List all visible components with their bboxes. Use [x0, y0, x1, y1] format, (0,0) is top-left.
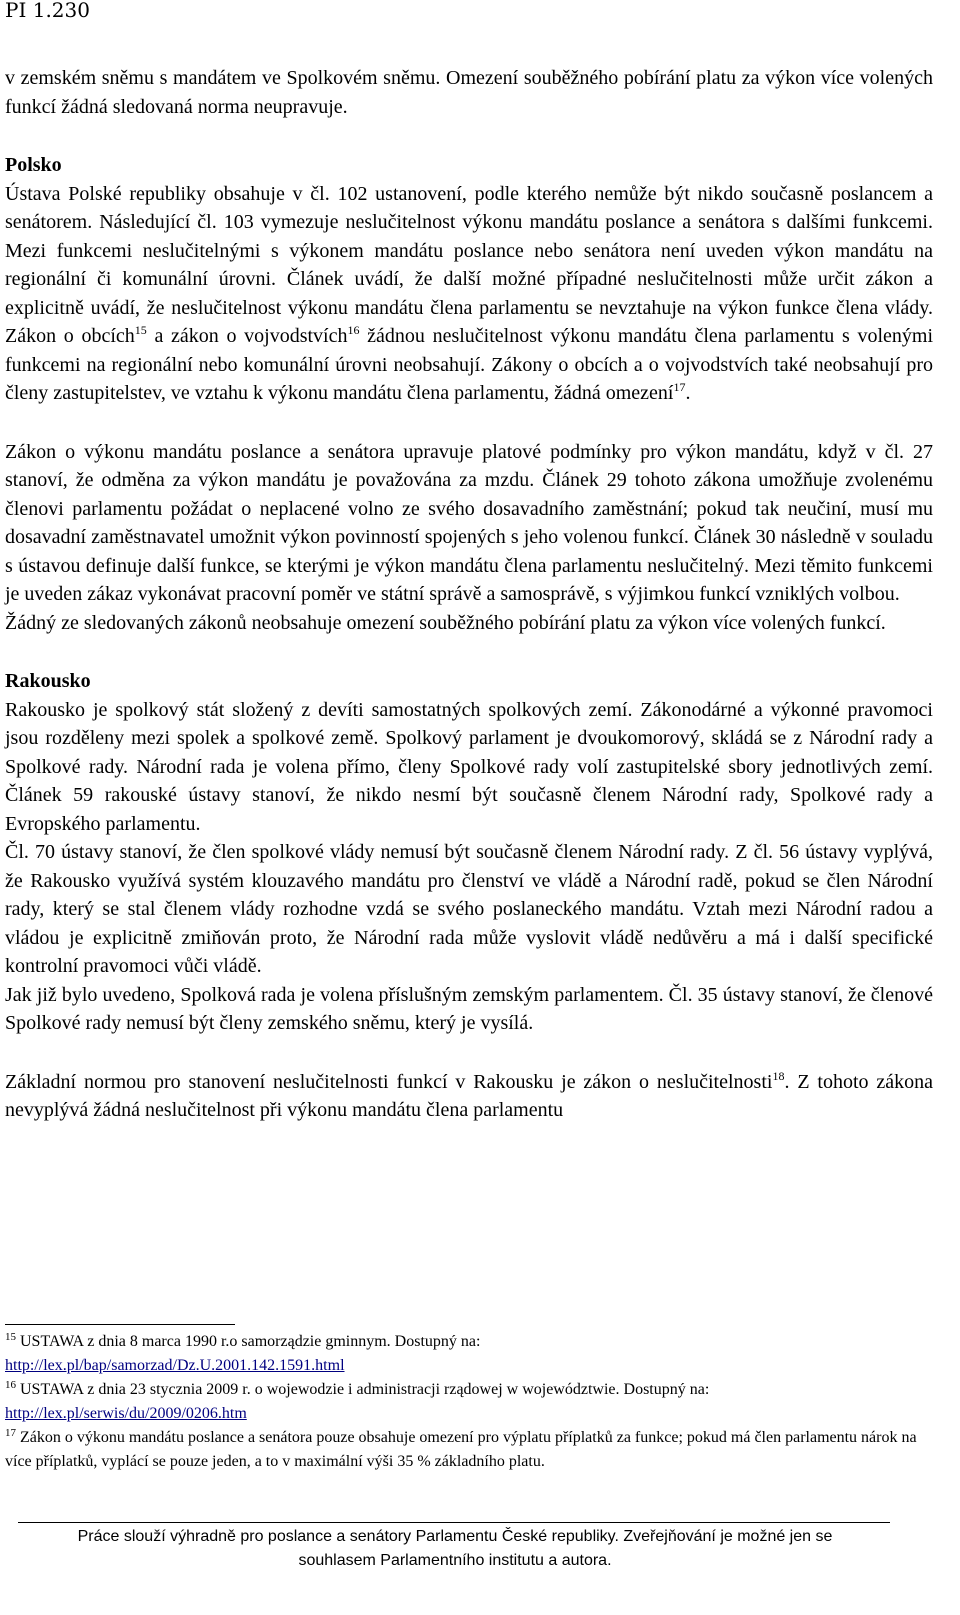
footnote-16-link-line — [5, 1402, 933, 1426]
text-run: . Z tohoto zákona nevyplývá žádná neslučitelnost při výkonu mandátu člena parlamentu — [5, 1070, 933, 1121]
paragraph-rakousko-1: Rakousko je spolkový stát složený z devíti samostatných spolkových zemí. Zákonodárné a výkonné pravomoci jsou rozděleny mezi spolek a spolkové země. Spolkový parlament je dvoukomorový, skládá se z Národní rady a Spolkové rady. Národní rada je volena přímo, členy Spolkové rady volí zastupitelské sbory jednotlivých zemí. Článek 59 rakouské ústavy stanoví, že nikdo nesmí být současně členem Národní rady, Spolkové rady a Evropského parlamentu. — [5, 698, 933, 835]
page-footer — [0, 1525, 910, 1573]
document-body — [5, 64, 933, 1125]
footnote-15-link-line — [5, 1354, 933, 1378]
text-run: žádnou neslučitelnost výkonu mandátu člena parlamentu s volenými funkcemi na regionální nebo komunální úrovni neobsahují. Zákony o obcích a o vojvodstvích také neobsahují pro členy zastupitelstev, ve vztahu k výkonu mandátu člena parlamentu, žádná omezení — [5, 325, 933, 404]
footer-line-1: Práce slouží výhradně pro poslance a senátory Parlamentu České republiky. Zveřejňování je možné jen se — [77, 1528, 833, 1545]
paragraph-rakousko-2: Čl. 70 ústavy stanoví, že člen spolkové vlády nemusí být současně členem Národní rady. Z čl. 56 ústavy vyplývá, že Rakousko využívá systém klouzavého mandátu pro členství ve vládě a Národní radě, pokud se člen Národní rady, který se stal členem vlády rozhodne vzdá se svého poslaneckého mandátu. Vztah mezi Národní radou a vládou je explicitně zmiňován proto, že Národní rada může vyslovit vládě nedůvěru a má i další specifické kontrolní pravomoci vůči vládě. — [5, 841, 933, 977]
footnote-15-link[interactable]: http://lex.pl/bap/samorzad/Dz.U.2001.142.1591.html — [5, 1357, 345, 1374]
text-run: . — [685, 382, 691, 404]
footnote-16 — [5, 1378, 933, 1402]
text-run: a zákon o vojvodstvích — [146, 325, 348, 347]
heading-rakousko: Rakousko — [5, 670, 91, 692]
paragraph-polsko-1 — [5, 180, 933, 408]
document-reference: PI 1.230 — [5, 0, 90, 22]
paragraph-intro: v zemském sněmu s mandátem ve Spolkovém sněmu. Omezení souběžného pobírání platu za výkon více volených funkcí žádná sledovaná norma neupravuje. — [5, 67, 933, 118]
paragraph-rakousko-3: Jak již bylo uvedeno, Spolková rada je volena příslušným zemským parlamentem. Čl. 35 ústavy stanoví, že členové Spolkové rady nemusí být členy zemského sněmu, který je vysílá. — [5, 983, 933, 1034]
text-run: Základní normou pro stanovení neslučitelnosti funkcí v Rakousku je zákon o neslučitelnosti — [5, 1070, 773, 1093]
footnote-ref-16[interactable]: 16 — [347, 323, 360, 337]
footnote-separator — [5, 1324, 235, 1325]
paragraph-rakousko-4 — [5, 1068, 933, 1125]
footnote-15 — [5, 1330, 933, 1354]
footnote-ref-15[interactable]: 15 — [134, 323, 147, 337]
footnote-number: 16 — [5, 1379, 16, 1391]
footnote-number: 15 — [5, 1331, 16, 1343]
text-run: Ústava Polské republiky obsahuje v čl. 102 ustanovení, podle kterého nemůže být nikdo současně poslancem a senátorem. Následující čl. 103 vymezuje neslučitelnost výkonu mandátu poslance a senátora s dalšími funkcemi. Mezi funkcemi neslučitelnými s výkonem mandátu poslance nebo senátora není uveden výkon mandátu na regionální či komunální úrovni. Článek uvádí, že další možné případné neslučitelnosti může určit zákon a explicitně uvádí, že neslučitelnost výkonu mandátu člena parlamentu se nevztahuje na výkon funkce člena vlády. Zákon o obcích — [5, 182, 933, 347]
footnote-number: 17 — [5, 1427, 16, 1439]
footnote-text: Zákon o výkonu mandátu poslance a senátora pouze obsahuje omezení pro výplatu příplatků za funkce; pokud má člen parlamentu nárok na více příplatků, vyplácí se pouze jeden, a to v maximální výši 35 % základního platu. — [5, 1429, 917, 1470]
paragraph-polsko-3: Žádný ze sledovaných zákonů neobsahuje omezení souběžného pobírání platu za výkon více volených funkcí. — [5, 611, 886, 634]
heading-polsko: Polsko — [5, 154, 62, 176]
footnote-ref-18[interactable]: 18 — [772, 1068, 785, 1083]
footnote-text: USTAWA z dnia 8 marca 1990 r.o samorządzie gminnym. Dostupný na: — [16, 1333, 481, 1350]
footnotes — [5, 1330, 933, 1474]
footnote-17 — [5, 1426, 933, 1474]
footer-line-2: souhlasem Parlamentního institutu a autora. — [298, 1552, 612, 1569]
footnote-16-link[interactable]: http://lex.pl/serwis/du/2009/0206.htm — [5, 1405, 247, 1422]
footnote-text: USTAWA z dnia 23 stycznia 2009 r. o wojewodzie i administracji rządowej w województwie. Dostupný na: — [16, 1381, 710, 1398]
footer-separator — [18, 1522, 890, 1523]
paragraph-polsko-2: Zákon o výkonu mandátu poslance a senátora upravuje platové podmínky pro výkon mandátu, když v čl. 27 stanoví, že odměna za výkon mandátu je považována za mzdu. Článek 29 tohoto zákona umožňuje zvolenému členovi parlamentu požádat o neplacené volno ze svého dosavadního zaměstnání; pokud tak neučiní, musí mu dosavadní zaměstnavatel umožnit výkon povinností spojených s jeho volenou funkcí. Článek 30 následně v souladu s ústavou definuje další funkce, se kterými je výkon mandátu člena parlamentu neslučitelný. Mezi těmito funkcemi je uveden zákaz vykonávat pracovní poměr ve státní správě a samosprávě, s výjimkou funkcí vzniklých volbou. — [5, 440, 933, 605]
footnote-ref-17[interactable]: 17 — [673, 380, 686, 394]
